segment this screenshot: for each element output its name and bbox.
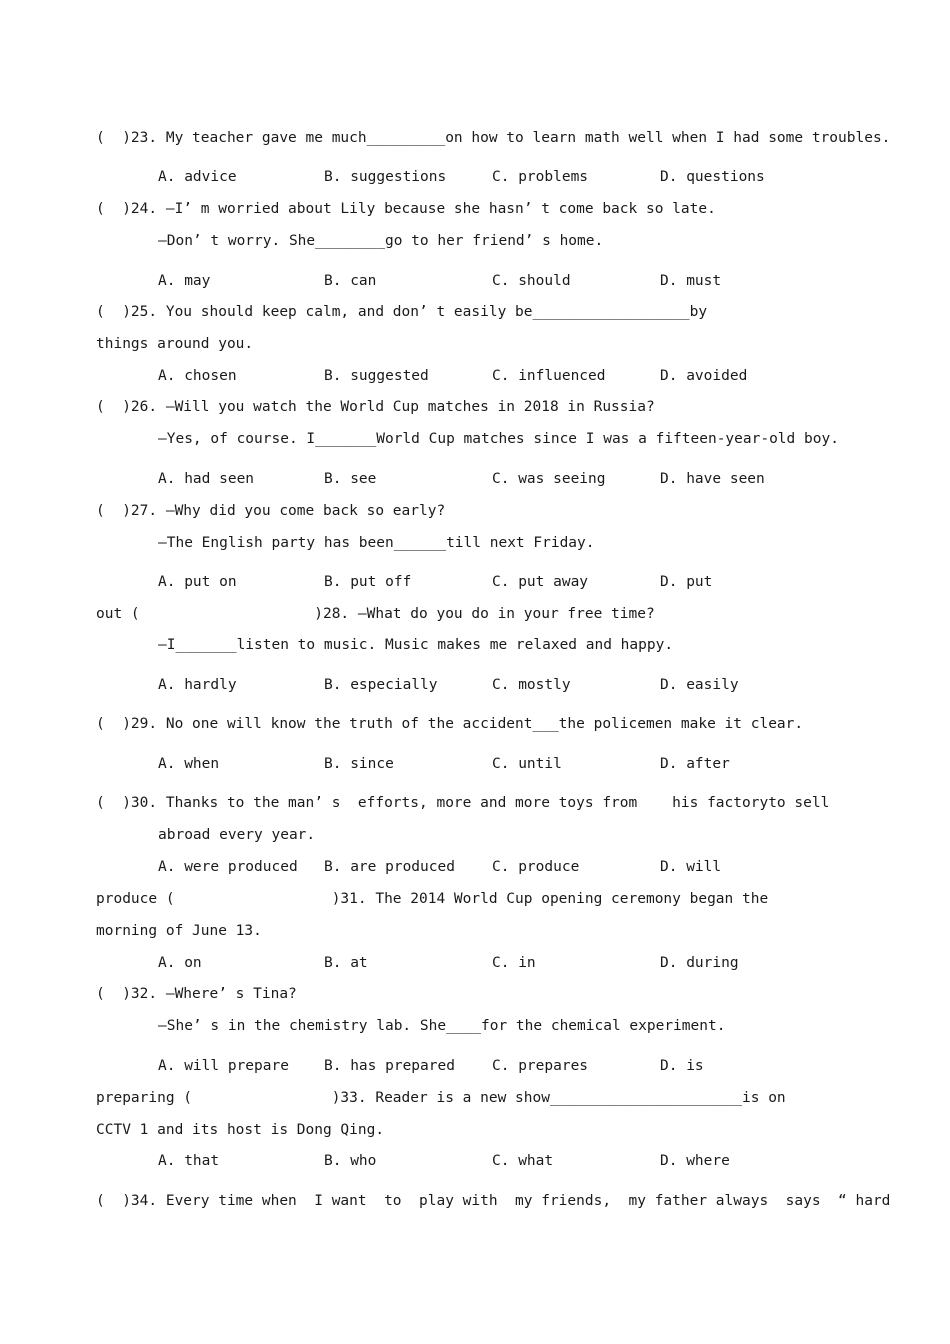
q30-option-c: C. produce bbox=[492, 859, 580, 875]
question-32-reply: —She’ s in the chemistry lab. She____for the chemical experiment. bbox=[158, 1018, 726, 1034]
q23-option-c: C. problems bbox=[492, 169, 589, 185]
q32-option-b: B. has prepared bbox=[324, 1058, 455, 1074]
q29-option-b: B. since bbox=[324, 756, 394, 772]
q29-option-d: D. after bbox=[660, 756, 730, 772]
question-30-text: ( )30. Thanks to the man’ s efforts, more and more toys from his factoryto sell bbox=[96, 795, 830, 811]
question-26-text: ( )26. —Will you watch the World Cup matches in 2018 in Russia? bbox=[96, 399, 655, 415]
q27-option-a: A. put on bbox=[158, 574, 237, 590]
q24-option-a: A. may bbox=[158, 273, 211, 289]
question-24-reply: —Don’ t worry. She________go to her friend’ s home. bbox=[158, 233, 604, 249]
q26-option-c: C. was seeing bbox=[492, 471, 606, 487]
question-28-text: out ( )28. —What do you do in your free time? bbox=[96, 606, 655, 622]
q32-option-c: C. prepares bbox=[492, 1058, 589, 1074]
question-28-reply: —I_______listen to music. Music makes me relaxed and happy. bbox=[158, 637, 674, 653]
question-32-text: ( )32. —Where’ s Tina? bbox=[96, 986, 297, 1002]
q27-option-d: D. put bbox=[660, 574, 713, 590]
question-33-continued: CCTV 1 and its host is Dong Qing. bbox=[96, 1122, 385, 1138]
question-25-text: ( )25. You should keep calm, and don’ t easily be__________________by bbox=[96, 304, 708, 320]
q24-option-b: B. can bbox=[324, 273, 377, 289]
q29-option-a: A. when bbox=[158, 756, 220, 772]
question-29-text: ( )29. No one will know the truth of the accident___the policemen make it clear. bbox=[96, 716, 804, 732]
q25-option-c: C. influenced bbox=[492, 368, 606, 384]
q30-option-a: A. were produced bbox=[158, 859, 298, 875]
q23-option-b: B. suggestions bbox=[324, 169, 447, 185]
q24-option-d: D. must bbox=[660, 273, 722, 289]
q26-option-b: B. see bbox=[324, 471, 377, 487]
q26-option-a: A. had seen bbox=[158, 471, 255, 487]
question-31-continued: morning of June 13. bbox=[96, 923, 262, 939]
question-27-reply: —The English party has been______till next Friday. bbox=[158, 535, 595, 551]
question-25-continued: things around you. bbox=[96, 336, 254, 352]
question-26-reply: —Yes, of course. I_______World Cup matches since I was a fifteen-year-old boy. bbox=[158, 431, 839, 447]
question-31-text: produce ( )31. The 2014 World Cup opening ceremony began the bbox=[96, 891, 769, 907]
q32-option-a: A. will prepare bbox=[158, 1058, 289, 1074]
question-33-text: preparing ( )33. Reader is a new show______________________is on bbox=[96, 1090, 786, 1106]
q28-option-c: C. mostly bbox=[492, 677, 571, 693]
q26-option-d: D. have seen bbox=[660, 471, 765, 487]
q27-option-c: C. put away bbox=[492, 574, 589, 590]
q32-option-d: D. is bbox=[660, 1058, 704, 1074]
q28-option-a: A. hardly bbox=[158, 677, 237, 693]
q24-option-c: C. should bbox=[492, 273, 571, 289]
q25-option-d: D. avoided bbox=[660, 368, 748, 384]
q33-option-b: B. who bbox=[324, 1153, 377, 1169]
q29-option-c: C. until bbox=[492, 756, 562, 772]
q25-option-b: B. suggested bbox=[324, 368, 429, 384]
q25-option-a: A. chosen bbox=[158, 368, 237, 384]
q23-option-a: A. advice bbox=[158, 169, 237, 185]
question-34-text: ( )34. Every time when I want to play with my friends, my father always says “ hard bbox=[96, 1193, 891, 1209]
q28-option-d: D. easily bbox=[660, 677, 739, 693]
q31-option-c: C. in bbox=[492, 955, 536, 971]
q31-option-a: A. on bbox=[158, 955, 202, 971]
q33-option-a: A. that bbox=[158, 1153, 220, 1169]
q33-option-c: C. what bbox=[492, 1153, 554, 1169]
question-27-text: ( )27. —Why did you come back so early? bbox=[96, 503, 446, 519]
q31-option-b: B. at bbox=[324, 955, 368, 971]
q30-option-b: B. are produced bbox=[324, 859, 455, 875]
question-23-text: ( )23. My teacher gave me much_________on how to learn math well when I had some troubles. bbox=[96, 130, 891, 146]
q27-option-b: B. put off bbox=[324, 574, 412, 590]
q30-option-d: D. will bbox=[660, 859, 722, 875]
question-30-continued: abroad every year. bbox=[158, 827, 316, 843]
q23-option-d: D. questions bbox=[660, 169, 765, 185]
q31-option-d: D. during bbox=[660, 955, 739, 971]
q28-option-b: B. especially bbox=[324, 677, 438, 693]
q33-option-d: D. where bbox=[660, 1153, 730, 1169]
question-24-text: ( )24. —I’ m worried about Lily because she hasn’ t come back so late. bbox=[96, 201, 716, 217]
